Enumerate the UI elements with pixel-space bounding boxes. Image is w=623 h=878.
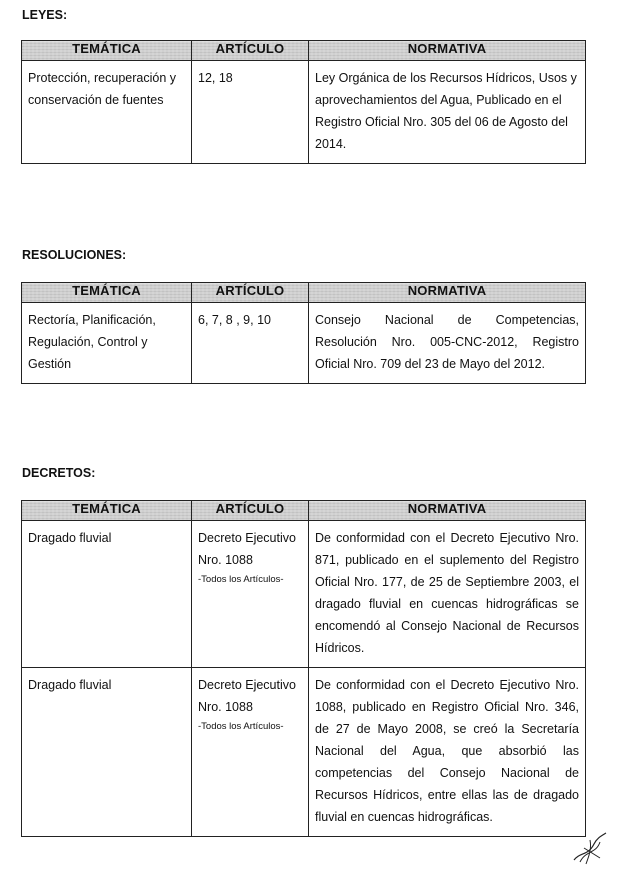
cell-articulo <box>192 668 309 837</box>
cell-articulo <box>192 521 309 668</box>
section-title-leyes: LEYES: <box>22 8 68 22</box>
table-row <box>22 521 586 668</box>
cell-articulo: 6, 7, 8 , 9, 10 <box>192 303 309 384</box>
cell-tematica: Dragado fluvial <box>22 521 192 668</box>
header-articulo: ARTÍCULO <box>192 41 309 61</box>
header-tematica: TEMÁTICA <box>22 283 192 303</box>
articulo-note: -Todos los Artículos- <box>198 574 284 585</box>
header-tematica: TEMÁTICA <box>22 41 192 61</box>
cell-normativa: Ley Orgánica de los Recursos Hídricos, Usos y aprovechamientos del Agua, Publicado en el Registro Oficial Nro. 305 del 06 de Agosto del 2014. <box>309 61 586 164</box>
section-title-resoluciones: RESOLUCIONES: <box>22 248 127 262</box>
header-articulo: ARTÍCULO <box>192 283 309 303</box>
articulo-text: Decreto Ejecutivo Nro. 1088 <box>198 678 296 714</box>
cell-normativa: De conformidad con el Decreto Ejecutivo Nro. 871, publicado en el suplemento del Registro Oficial Nro. 177, de 25 de Septiembre 2003, el dragado fluvial en cuencas hidrográficas se encomendó al Consejo Nacional de Recursos Hídricos. <box>309 521 586 668</box>
header-normativa: NORMATIVA <box>309 283 586 303</box>
header-normativa: NORMATIVA <box>309 501 586 521</box>
table-row <box>22 303 586 384</box>
cell-tematica: Rectoría, Planificación, Regulación, Control y Gestión <box>22 303 192 384</box>
cell-normativa: Consejo Nacional de Competencias, Resolución Nro. 005-CNC-2012, Registro Oficial Nro. 709 del 23 de Mayo del 2012. <box>309 303 586 384</box>
table-header-row <box>22 501 586 521</box>
table-header-row <box>22 41 586 61</box>
table-header-row <box>22 283 586 303</box>
cell-tematica: Protección, recuperación y conservación de fuentes <box>22 61 192 164</box>
decretos-table <box>21 500 586 837</box>
articulo-note: -Todos los Artículos- <box>198 721 284 732</box>
handwritten-signature <box>570 830 610 866</box>
cell-normativa: De conformidad con el Decreto Ejecutivo Nro. 1088, publicado en Registro Oficial Nro. 346, de 27 de Mayo 2008, se creó la Secretaría Nacional del Agua, que absorbió las competencias del Consejo Nacional de Recursos Hídricos, entre ellas las de dragado fluvial en cuencas hidrográficas. <box>309 668 586 837</box>
header-articulo: ARTÍCULO <box>192 501 309 521</box>
section-title-decretos: DECRETOS: <box>22 466 96 480</box>
cell-articulo: 12, 18 <box>192 61 309 164</box>
cell-tematica: Dragado fluvial <box>22 668 192 837</box>
header-normativa: NORMATIVA <box>309 41 586 61</box>
articulo-text: Decreto Ejecutivo Nro. 1088 <box>198 531 296 567</box>
header-tematica: TEMÁTICA <box>22 501 192 521</box>
table-row <box>22 668 586 837</box>
table-row <box>22 61 586 164</box>
resoluciones-table <box>21 282 586 384</box>
leyes-table <box>21 40 586 164</box>
